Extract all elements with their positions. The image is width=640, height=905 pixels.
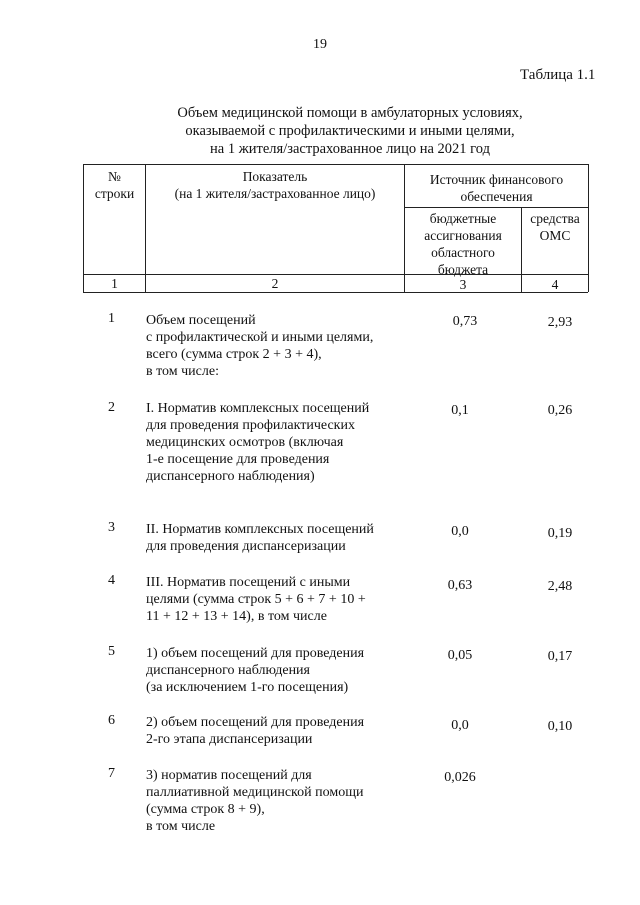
row-budget-value: 0,1	[451, 403, 469, 418]
title-line: оказываемой с профилактическими и иными целями,	[185, 123, 515, 139]
row-number: 4	[108, 573, 115, 588]
header-row-number: № строки	[94, 169, 135, 201]
header-funding-source: Источник финансового обеспечения	[429, 172, 564, 204]
row-number: 7	[108, 766, 115, 781]
colnum-1: 1	[111, 276, 118, 291]
header-budget: бюджетные ассигнования областного бюджета	[424, 211, 502, 277]
row-oms-value: 2,48	[547, 579, 573, 594]
row-budget-value: 0,026	[444, 770, 476, 785]
colnum-4: 4	[551, 277, 559, 292]
title-line: на 1 жителя/застрахованное лицо на 2021 год	[210, 141, 490, 157]
row-number: 5	[108, 644, 115, 659]
header-indicator: Показатель (на 1 жителя/застрахованное лицо)	[174, 169, 376, 201]
row-indicator: 2) объем посещений для проведения 2-го этапа диспансеризации	[146, 715, 365, 747]
row-oms-value: 0,10	[547, 719, 573, 734]
page-number: 19	[313, 37, 327, 52]
colnum-2: 2	[271, 276, 279, 291]
row-number: 3	[108, 520, 115, 535]
row-budget-value: 0,63	[447, 578, 473, 593]
row-budget-value: 0,05	[447, 648, 473, 663]
col-border	[588, 164, 589, 292]
row-indicator: II. Норматив комплексных посещений для проведения диспансеризации	[146, 522, 374, 554]
row-indicator: III. Норматив посещений с иными целями (сумма строк 5 + 6 + 7 + 10 + 11 + 12 + 13 + 14), в том числе	[146, 575, 366, 624]
row-oms-value: 0,19	[547, 526, 573, 541]
row-indicator: Объем посещений с профилактической и иными целями, всего (сумма строк 2 + 3 + 4), в том числе:	[146, 313, 374, 379]
row-number: 2	[108, 400, 115, 415]
source-divider	[404, 207, 588, 208]
row-indicator: 1) объем посещений для проведения диспансерного наблюдения (за исключением 1-го посещения)	[146, 646, 365, 695]
header-top-border	[83, 164, 588, 165]
row-indicator: I. Норматив комплексных посещений для проведения профилактических медицинских осмотров (включая 1-е посещение для проведения диспансерного наблюдения)	[146, 401, 370, 484]
row-oms-value: 0,17	[547, 649, 573, 664]
header-oms: средства ОМС	[530, 211, 580, 243]
colnum-3: 3	[459, 277, 467, 292]
title-line: Объем медицинской помощи в амбулаторных условиях,	[177, 105, 523, 121]
row-indicator: 3) норматив посещений для паллиативной медицинской помощи (сумма строк 8 + 9), в том числе	[146, 768, 364, 834]
row-number: 1	[108, 311, 115, 326]
table-label: Таблица 1.1	[520, 67, 596, 83]
row-budget-value: 0,0	[451, 718, 469, 733]
row-number: 6	[108, 713, 115, 728]
row-budget-value: 0,0	[451, 524, 469, 539]
row-oms-value: 0,26	[547, 403, 573, 418]
row-oms-value: 2,93	[547, 315, 573, 330]
row-budget-value: 0,73	[452, 314, 478, 329]
table-title	[100, 104, 600, 158]
